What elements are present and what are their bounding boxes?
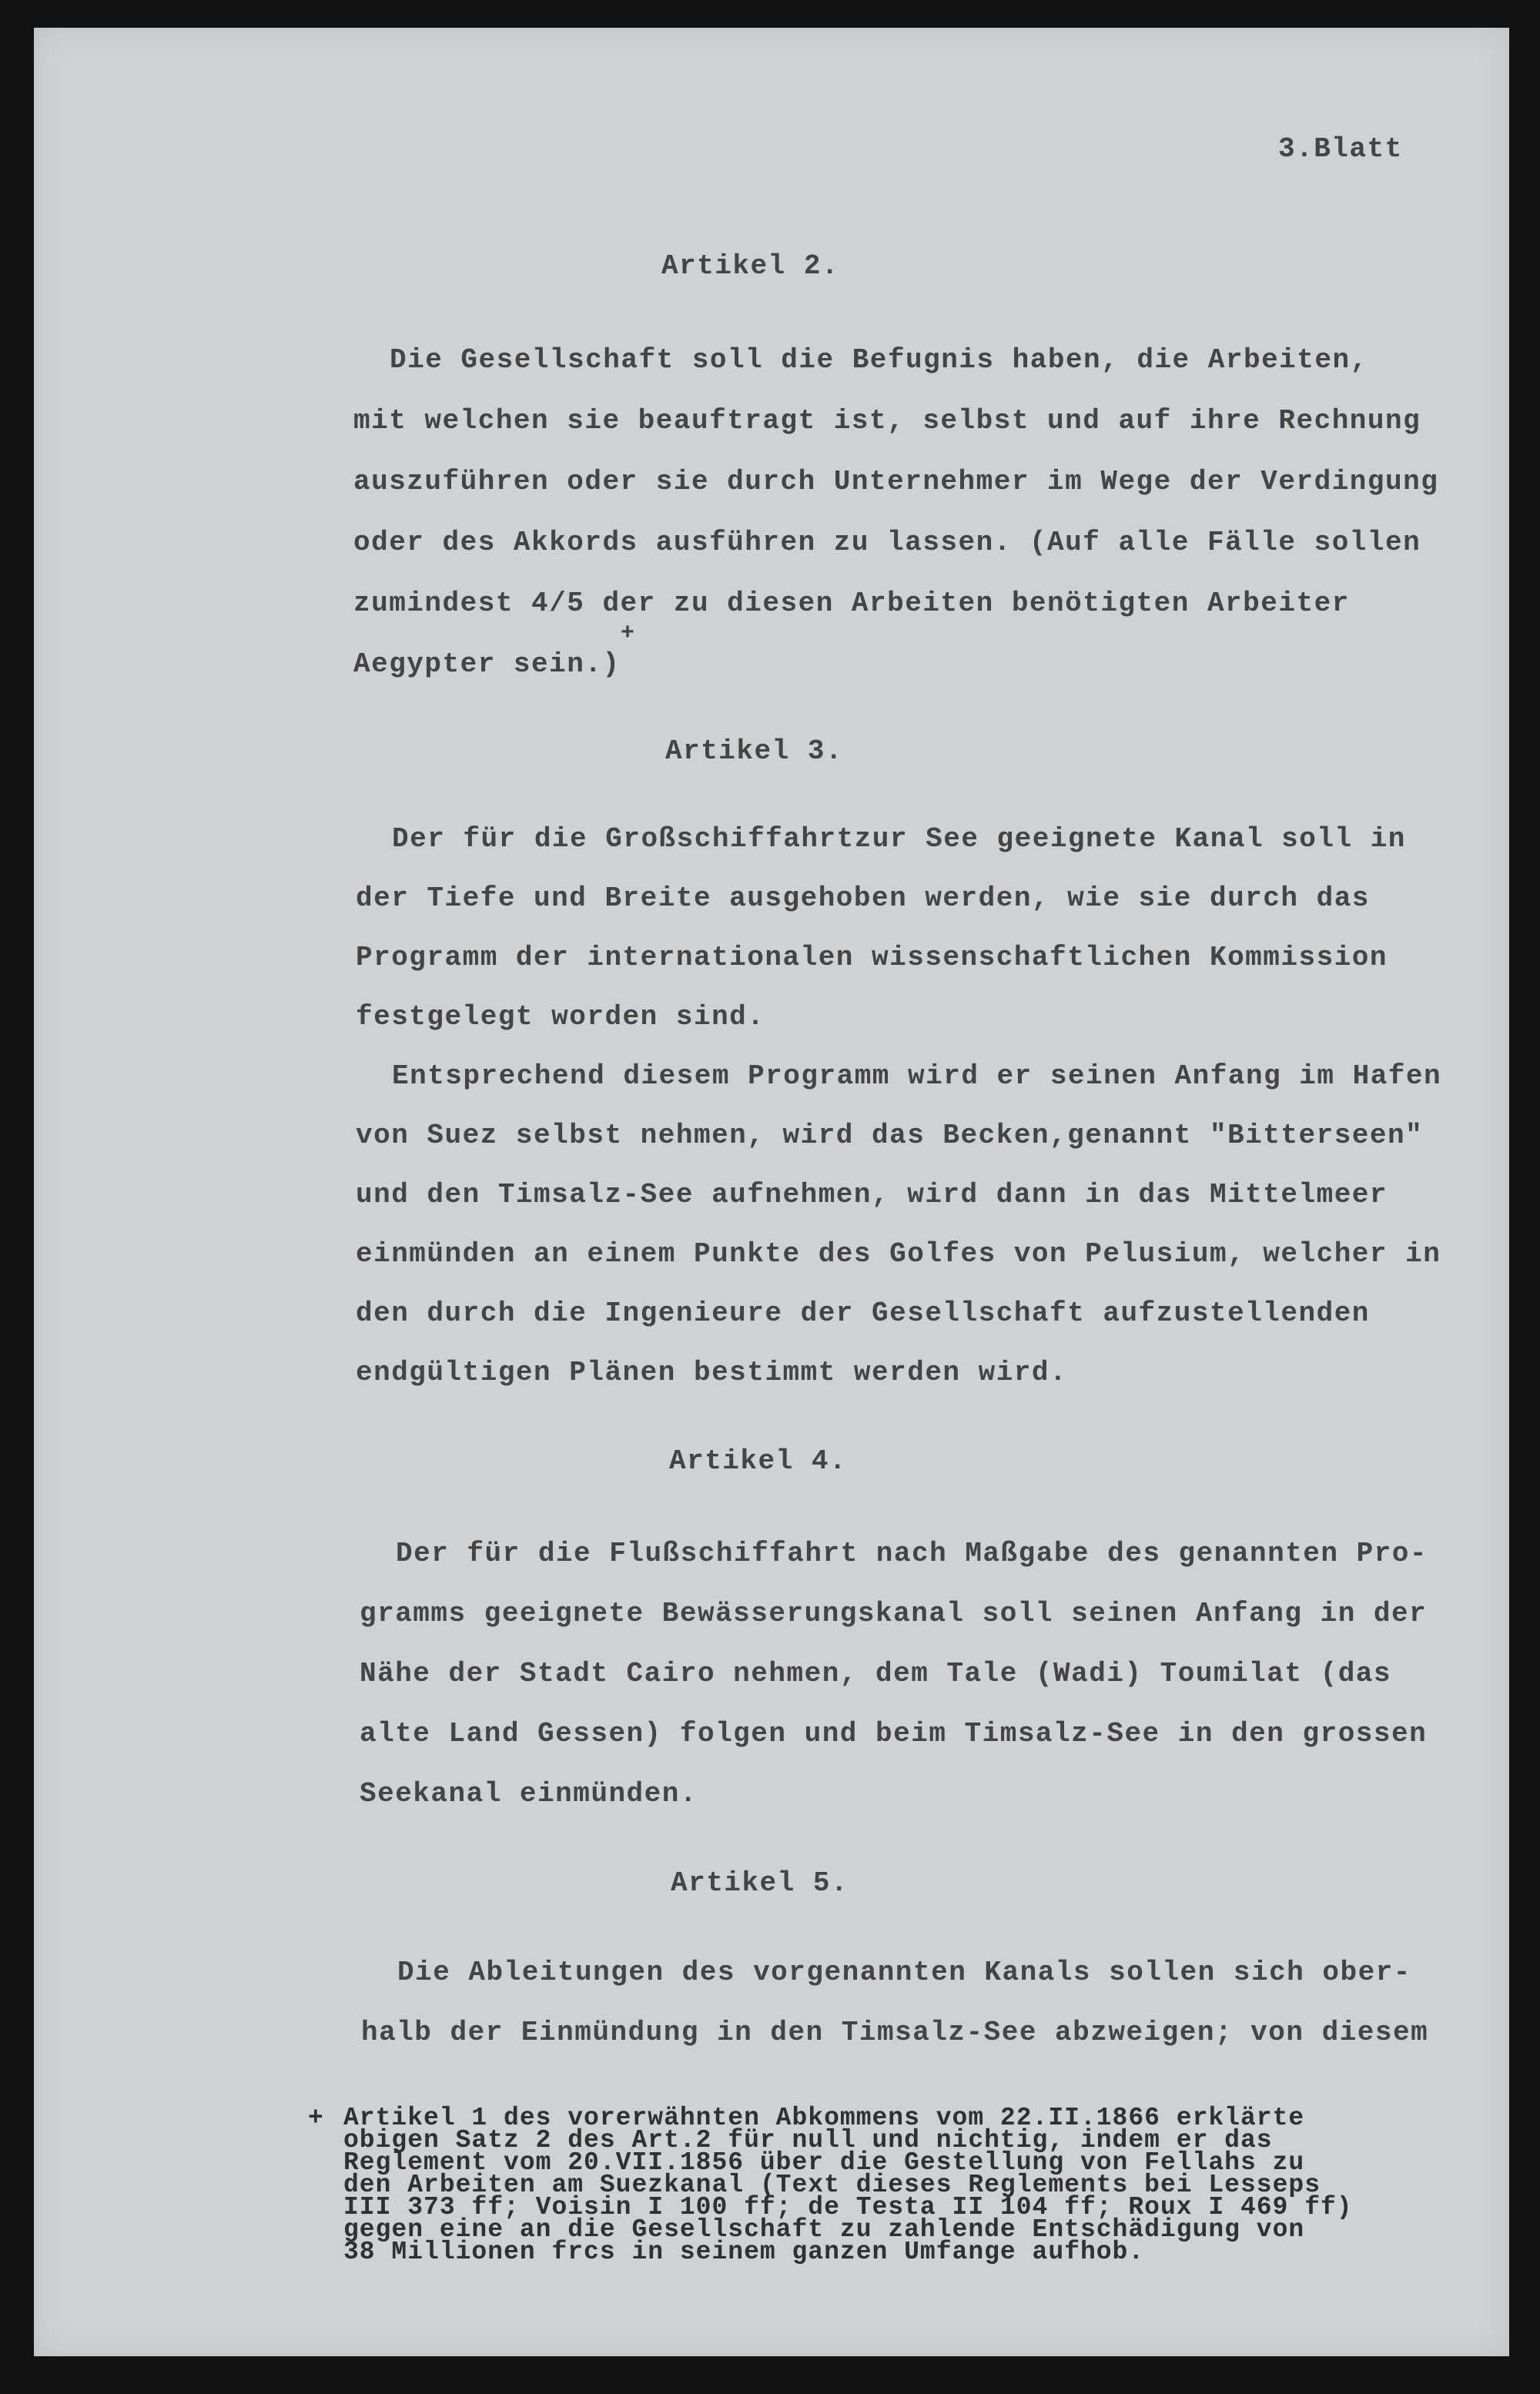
article-5-line: halb der Einmündung in den Timsalz-See abzweigen; von diesem [361, 2017, 1429, 2048]
article-3-line: festgelegt worden sind. [356, 1001, 765, 1033]
footnote-line: 38 Millionen frcs in seinem ganzen Umfange aufhob. [343, 2238, 1145, 2266]
article-3-line: und den Timsalz-See aufnehmen, wird dann in das Mittelmeer [356, 1179, 1388, 1210]
article-3-heading: Artikel 3. [665, 735, 844, 767]
article-3-line: Entsprechend diesem Programm wird er seinen Anfang im Hafen [392, 1060, 1442, 1092]
footnote-line: obigen Satz 2 des Art.2 für null und nichtig, indem er das [343, 2126, 1273, 2155]
article-3-line: Programm der internationalen wissenschaftlichen Kommission [356, 942, 1388, 973]
article-4-line: Seekanal einmünden. [360, 1778, 698, 1810]
article-2-line: mit welchen sie beauftragt ist, selbst und auf ihre Rechnung [353, 405, 1421, 437]
article-2-heading: Artikel 2. [661, 250, 840, 282]
footnote-line: den Arbeiten am Suezkanal (Text dieses Reglements bei Lesseps [343, 2171, 1321, 2199]
article-3-line: einmünden an einem Punkte des Golfes von Pelusium, welcher in [356, 1238, 1441, 1270]
footnote-marker: + [308, 2104, 324, 2132]
article-2-line: Die Gesellschaft soll die Befugnis haben, die Arbeiten, [390, 344, 1368, 376]
footnote-line: gegen eine an die Gesellschaft zu zahlende Entschädigung von [343, 2215, 1305, 2244]
article-4-heading: Artikel 4. [669, 1445, 848, 1477]
article-4-line: alte Land Gessen) folgen und beim Timsalz-See in den grossen [360, 1718, 1428, 1749]
article-4-line: gramms geeignete Bewässerungskanal soll seinen Anfang in der [360, 1598, 1428, 1629]
article-2-line: oder des Akkords ausführen zu lassen. (Auf alle Fälle sollen [353, 527, 1421, 558]
article-2-line: auszuführen oder sie durch Unternehmer im Wege der Verdingung [353, 466, 1439, 497]
article-3-line: von Suez selbst nehmen, wird das Becken,genannt "Bitterseen" [356, 1120, 1424, 1151]
footnote-line: Reglement vom 20.VII.1856 über die Gestellung von Fellahs zu [343, 2148, 1305, 2177]
page-number: 3.Blatt [1278, 133, 1403, 165]
article-4-line: Nähe der Stadt Cairo nehmen, dem Tale (Wadi) Toumilat (das [360, 1658, 1392, 1689]
article-3-line: Der für die Großschiffahrtzur See geeignete Kanal soll in [392, 823, 1406, 855]
footnote-line: III 373 ff; Voisin I 100 ff; de Testa II 104 ff; Roux I 469 ff) [343, 2193, 1353, 2222]
footnote-mark: + [621, 621, 635, 647]
article-3-line: den durch die Ingenieure der Gesellschaft aufzustellenden [356, 1297, 1370, 1329]
article-3-line: endgültigen Plänen bestimmt werden wird. [356, 1357, 1068, 1388]
footnote-line: Artikel 1 des vorerwähnten Abkommens vom 22.II.1866 erklärte [343, 2104, 1305, 2132]
article-2-line: Aegypter sein.) [353, 648, 621, 680]
article-2-line: zumindest 4/5 der zu diesen Arbeiten benötigten Arbeiter [353, 588, 1350, 619]
article-5-heading: Artikel 5. [671, 1867, 849, 1899]
article-4-line: Der für die Flußschiffahrt nach Maßgabe des genannten Pro- [396, 1538, 1428, 1569]
article-5-line: Die Ableitungen des vorgenannten Kanals sollen sich ober- [397, 1957, 1411, 1988]
document-page [34, 28, 1509, 2356]
article-3-line: der Tiefe und Breite ausgehoben werden, wie sie durch das [356, 882, 1370, 914]
